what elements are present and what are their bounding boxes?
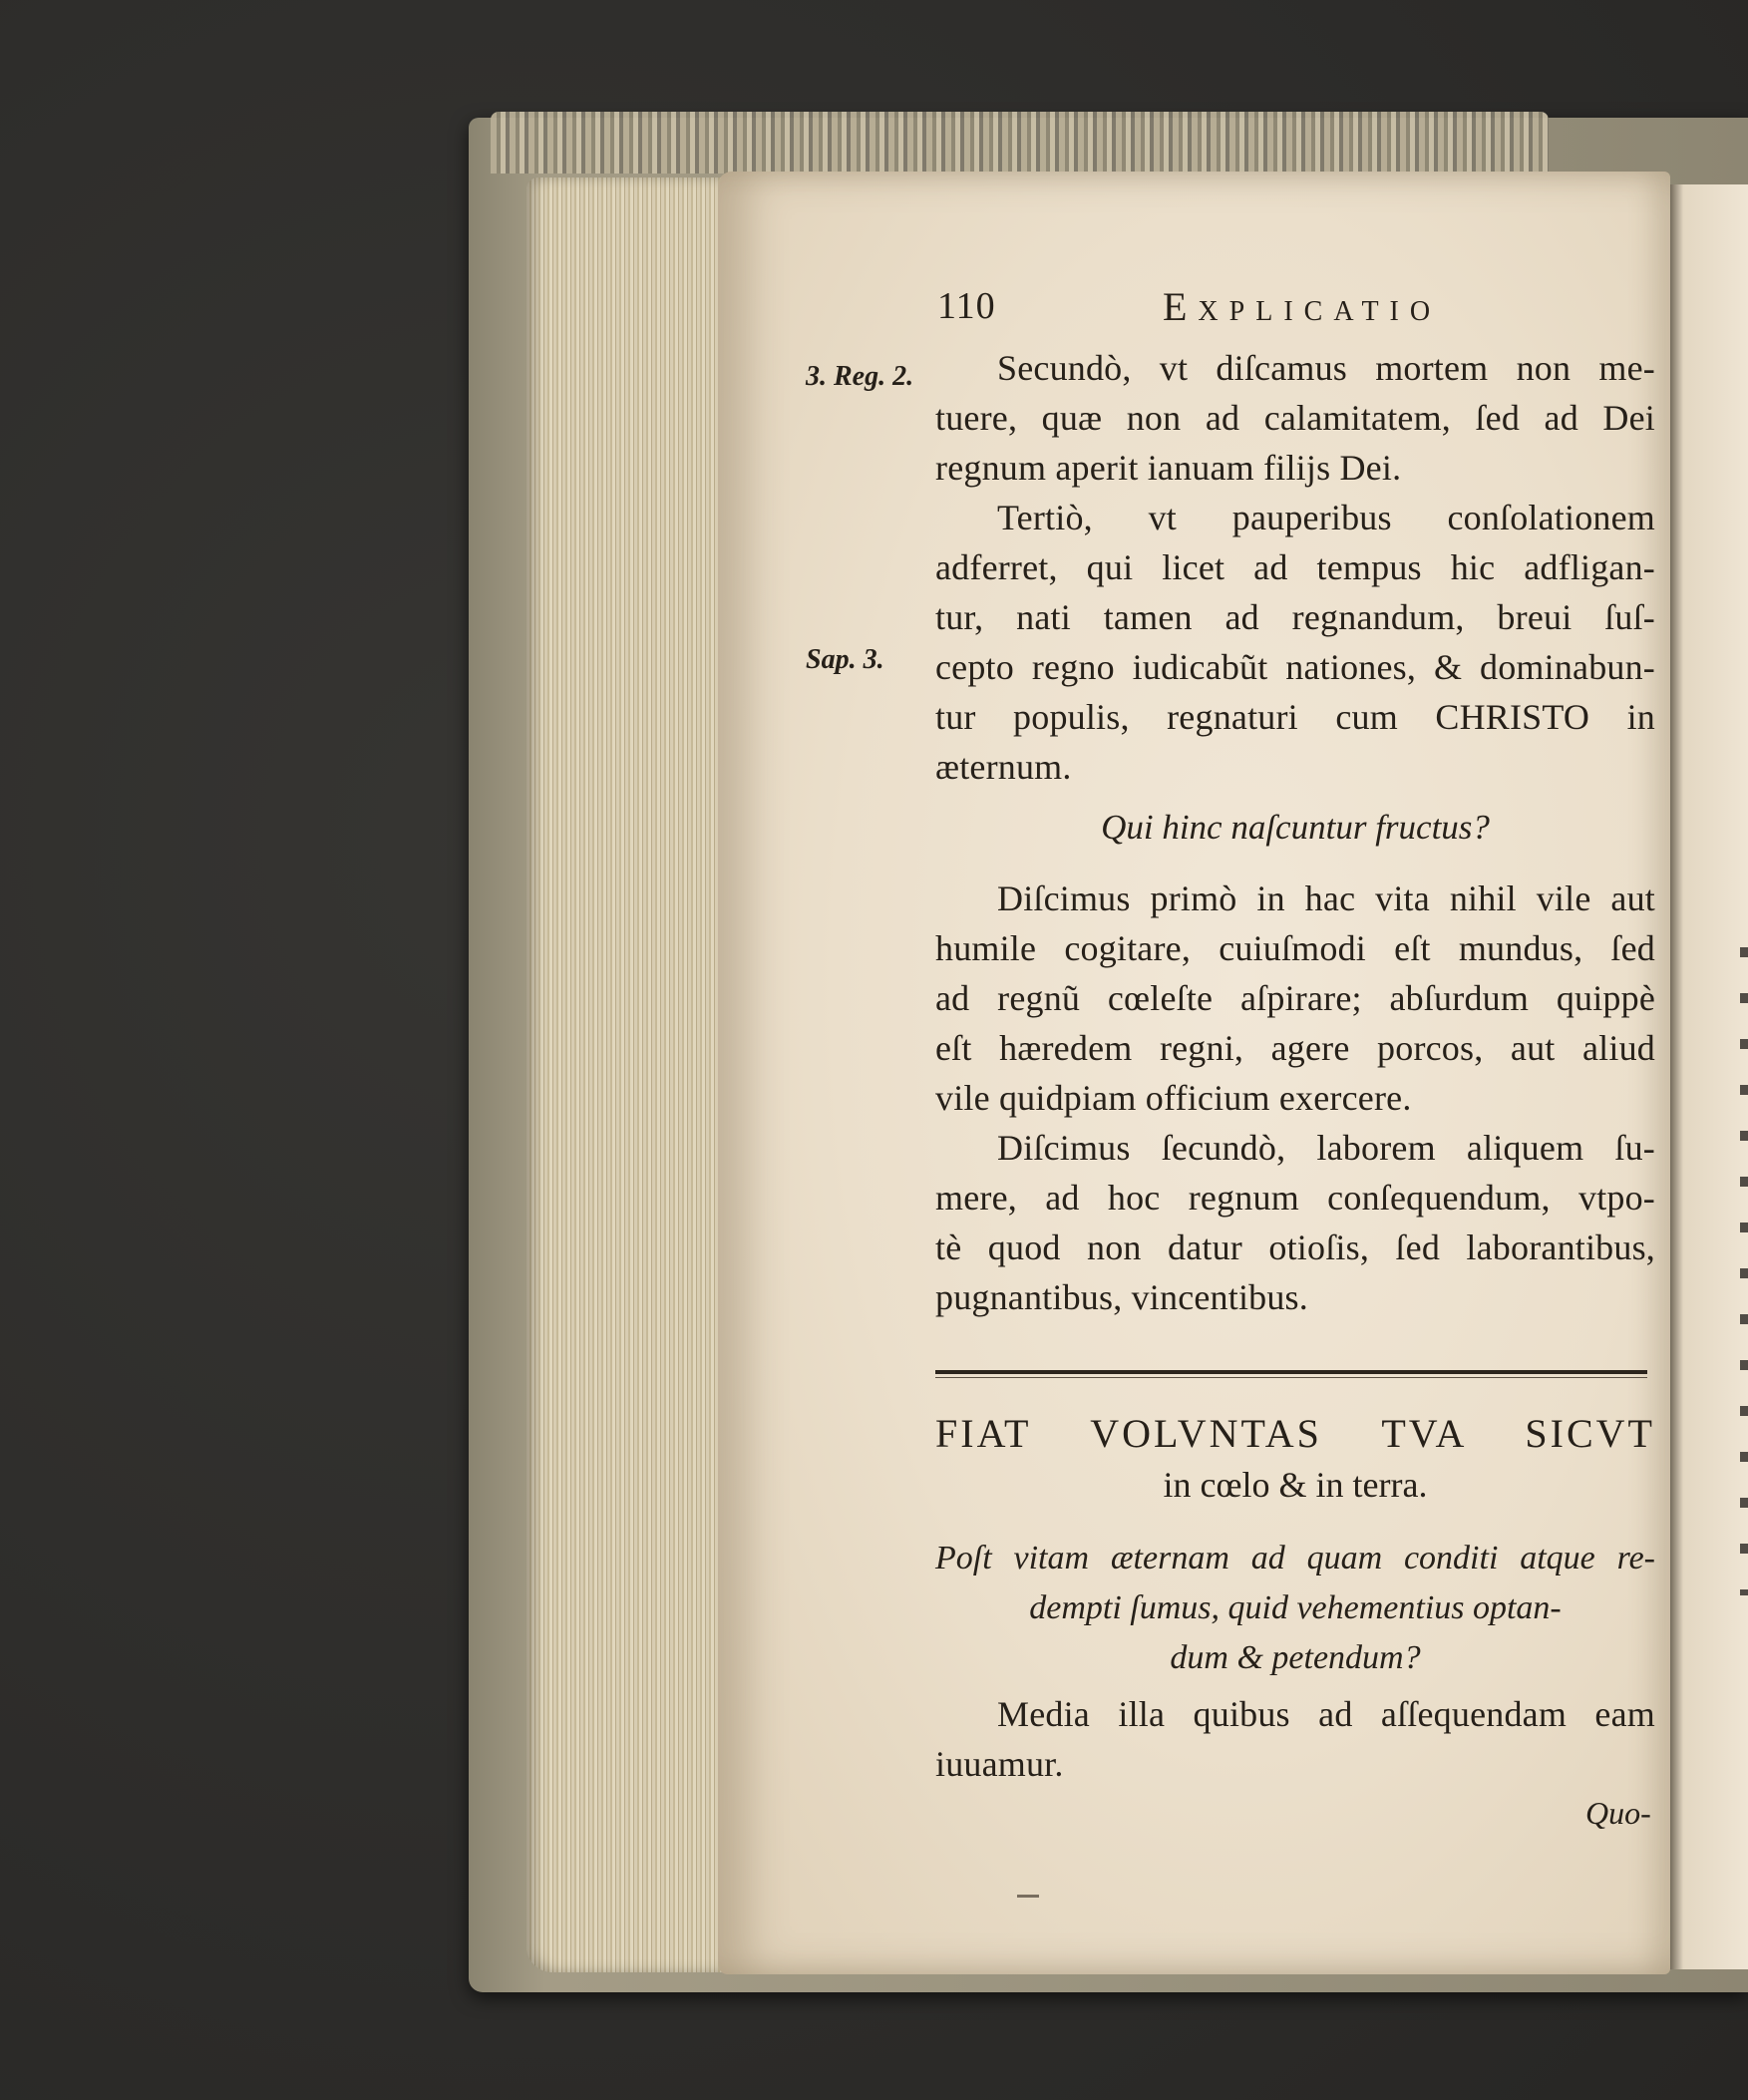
ink-speck bbox=[1017, 1895, 1039, 1898]
book-headband bbox=[491, 112, 1549, 174]
text-line: humile cogitare, cuiuſmodi eſt mundus, ſed bbox=[935, 928, 1655, 968]
text-line: Diſcimus ſecundò, laborem aliquem ſu- bbox=[997, 1128, 1655, 1168]
question-line: dum & petendum? bbox=[1170, 1639, 1421, 1676]
question-line: Poſt vitam æternam ad quam conditi atque re- bbox=[935, 1540, 1655, 1576]
section-heading-sub: in cœlo & in terra. bbox=[1163, 1465, 1428, 1505]
facing-page bbox=[1667, 184, 1748, 1969]
catchword: Quo- bbox=[1585, 1795, 1651, 1831]
text-line: tè quod non datur otioſis, ſed laborantibus, bbox=[935, 1227, 1655, 1267]
text-line: Diſcimus primò in hac vita nihil vile aut bbox=[997, 878, 1655, 918]
text-line: ad regnũ cœleſte aſpirare; abſurdum quippè bbox=[935, 978, 1655, 1018]
section-rule-thin bbox=[935, 1377, 1647, 1378]
text-line: cepto regno iudicabũt nationes, & dominabun- bbox=[935, 647, 1655, 687]
text-line: mere, ad hoc regnum conſequendum, vtpo- bbox=[935, 1178, 1655, 1218]
text-line: tur, nati tamen ad regnandum, breui ſuſ- bbox=[935, 597, 1655, 637]
text-line: vile quidpiam officium exercere. bbox=[935, 1078, 1412, 1118]
text-line: adferret, qui licet ad tempus hic adfligan- bbox=[935, 547, 1655, 587]
facing-page-text-edge bbox=[1740, 947, 1748, 1595]
text-line: æternum. bbox=[935, 747, 1072, 787]
text-line: Media illa quibus ad aſſequendam eam bbox=[997, 1694, 1655, 1734]
margin-note: 3. Reg. 2. bbox=[806, 361, 914, 392]
margin-note: Sap. 3. bbox=[806, 644, 884, 675]
section-rule bbox=[935, 1370, 1647, 1374]
text-line: tur populis, regnaturi cum CHRISTO in bbox=[935, 697, 1655, 737]
text-line: Secundò, vt diſcamus mortem non me- bbox=[997, 348, 1655, 388]
section-heading: FIAT VOLVNTAS TVA SICVT bbox=[935, 1411, 1655, 1456]
running-head: Explicatio bbox=[1163, 284, 1442, 329]
text-line: iuuamur. bbox=[935, 1744, 1064, 1784]
text-line: tuere, quæ non ad calamitatem, ſed ad Dei bbox=[935, 398, 1655, 438]
text-line: eſt hæredem regni, agere porcos, aut aliud bbox=[935, 1028, 1655, 1068]
text-line: regnum aperit ianuam filijs Dei. bbox=[935, 448, 1402, 488]
text-line: pugnantibus, vincentibus. bbox=[935, 1277, 1308, 1317]
page-block-edge bbox=[526, 177, 734, 1972]
subheading: Qui hinc naſcuntur fructus? bbox=[1101, 808, 1490, 847]
question-line: dempti ſumus, quid vehementius optan- bbox=[1029, 1589, 1562, 1626]
text-line: Tertiò, vt pauperibus conſolationem bbox=[997, 498, 1655, 537]
page-number: 110 bbox=[937, 285, 996, 327]
